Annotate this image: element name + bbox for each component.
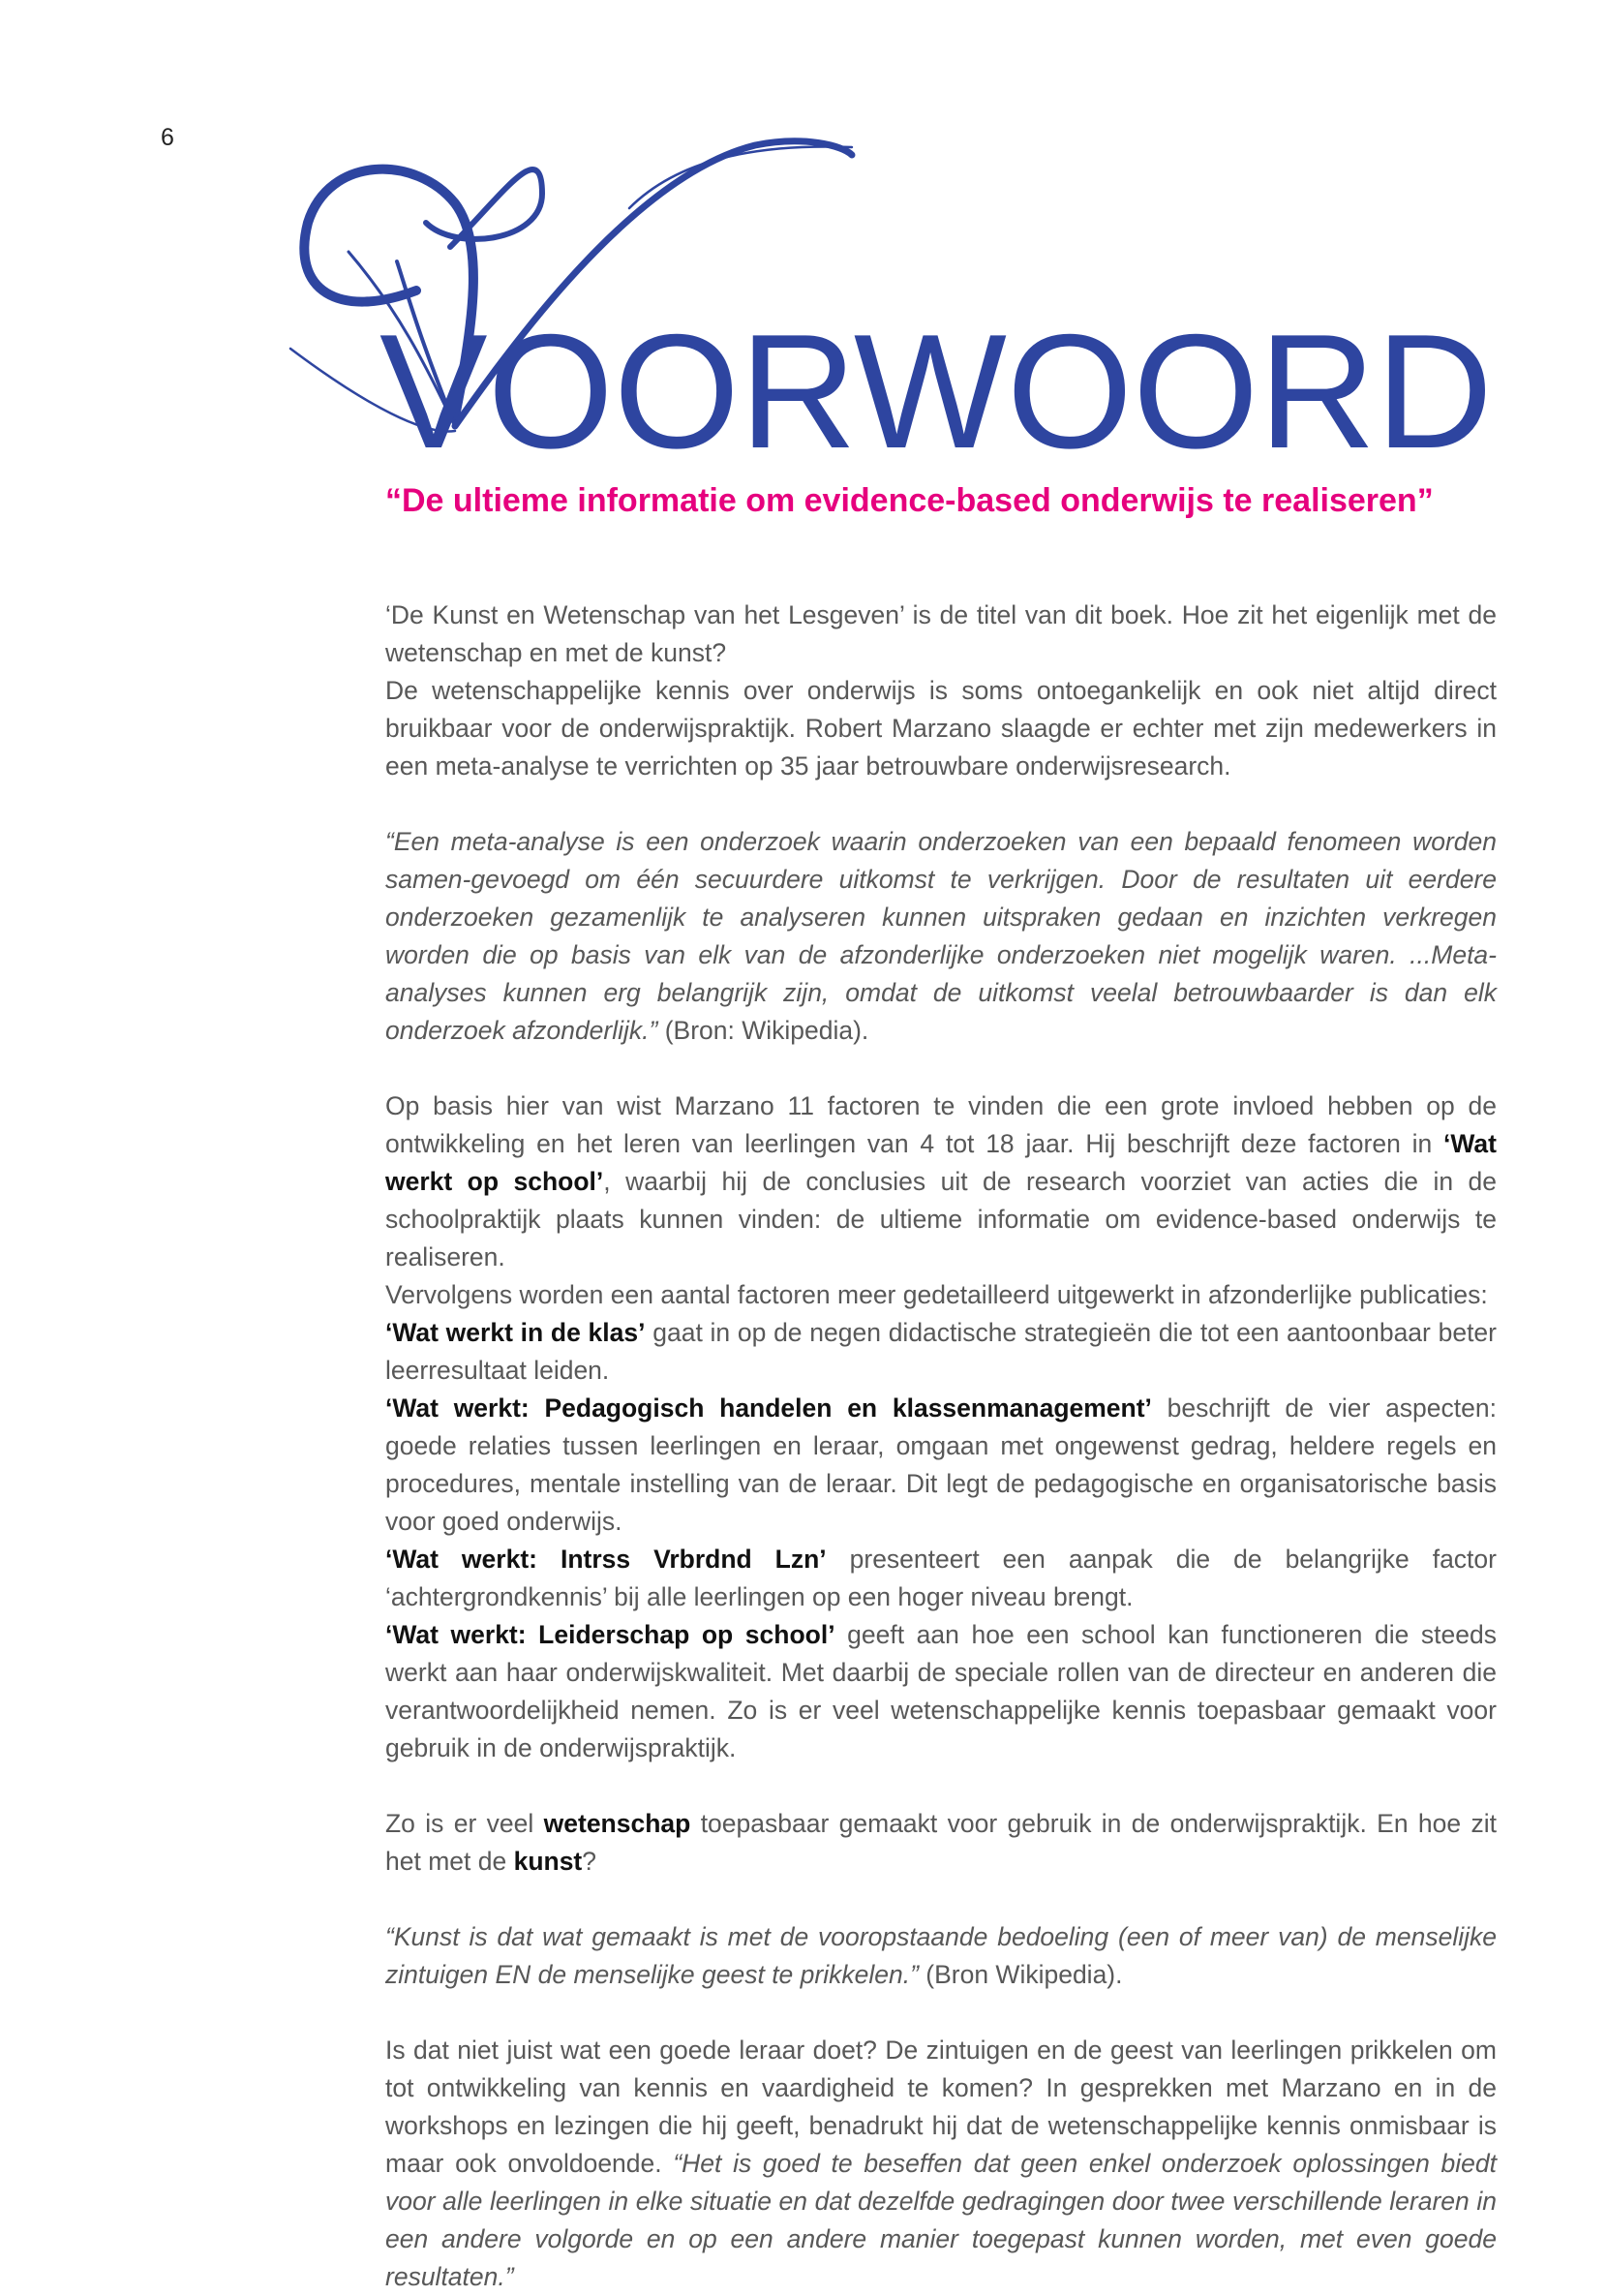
emphasis-wetenschap: wetenschap bbox=[543, 1809, 691, 1838]
paragraph: Vervolgens worden een aantal factoren meer gedetailleerd uitgewerkt in afzonderlijke publicaties: bbox=[385, 1280, 1488, 1309]
paragraph bbox=[385, 1087, 1497, 1276]
subtitle: “De ultieme informatie om evidence-based onderwijs te realiseren” bbox=[385, 482, 1434, 519]
paragraph: De wetenschappelijke kennis over onderwijs is soms ontoegankelijk en ook niet altijd direct bruikbaar voor de onderwijspraktijk. Robert Marzano slaagde er echter met zijn medewerkers in een meta-analyse te verrichten op 35 jaar betrouwbare onderwijsresearch. bbox=[385, 676, 1497, 781]
book-title: ‘Wat werkt: Intrss Vrbrdnd Lzn’ bbox=[385, 1545, 827, 1574]
text-span: geeft aan hoe een school kan functioneren die steeds werkt aan haar onderwijskwaliteit. Met daarbij de speciale rollen van de directeur en anderen die verantwoordelijkheid nemen. Zo is er veel wetenschappelijke kennis toepasbaar gemaakt voor gebruik in de onderwijspraktijk. bbox=[385, 1620, 1497, 1762]
body-text bbox=[385, 597, 1497, 2296]
book-title: ‘Wat werkt: Pedagogisch handelen en klassenmanagement’ bbox=[385, 1393, 1152, 1423]
quote-source: (Bron Wikipedia). bbox=[918, 1960, 1123, 1989]
text-span: beschrijft de vier aspecten: goede relaties tussen leerlingen en leraar, omgaan met ongewenst gedrag, heldere regels en procedures, mentale instelling van de leraar. Dit legt de pedagogische en organisatorische basis voor goed onderwijs. bbox=[385, 1393, 1497, 1536]
paragraph: ‘De Kunst en Wetenschap van het Lesgeven’ is de titel van dit boek. Hoe zit het eigenlijk met de wetenschap en met de kunst? bbox=[385, 600, 1497, 667]
text-span: Is dat niet juist wat een goede leraar doet? De zintuigen en de geest van leerlingen prikkelen om tot ontwikkeling van kennis en vaardigheid te komen? In gesprekken met Marzano en in de workshops en lezingen die hij geeft, benadrukt hij dat de wetenschappelijke kennis onmisbaar is maar ook onvoldoende. bbox=[385, 2036, 1497, 2178]
quote-paragraph bbox=[385, 823, 1497, 1050]
paragraph bbox=[385, 2032, 1497, 2296]
book-entry bbox=[385, 1541, 1497, 1616]
book-entry bbox=[385, 1390, 1497, 1541]
chapter-title-text: VOORWOORD bbox=[379, 300, 1493, 465]
text-span: Zo is er veel bbox=[385, 1809, 544, 1838]
page-number: 6 bbox=[161, 124, 174, 151]
text-span: presenteert een aanpak die de belangrijke factor ‘achtergrondkennis’ bij alle leerlingen op een hoger niveau brengt. bbox=[385, 1545, 1497, 1611]
text-span: , waarbij hij de conclusies uit de research voorziet van acties die in de schoolpraktijk plaats kunnen vinden: de ultieme informatie om evidence-based onderwijs te realiseren. bbox=[385, 1167, 1498, 1271]
text-span: ? bbox=[582, 1847, 597, 1876]
text-span: gaat in op de negen didactische strategieën die tot een aantoonbaar beter leerresultaat leiden. bbox=[385, 1318, 1497, 1385]
book-entry bbox=[385, 1616, 1497, 1767]
book-title: ‘Wat werkt op school’ bbox=[385, 1129, 1497, 1196]
quote-text: “Het is goed te beseffen dat geen enkel onderzoek oplossingen biedt voor alle leerlingen in elke situatie en dat dezelfde gedragingen door twee verschillende leraren in een andere volgorde en op een andere manier toegepast kunnen worden, met even goede resultaten.” bbox=[385, 2149, 1497, 2291]
emphasis-kunst: kunst bbox=[513, 1847, 583, 1876]
book-title: ‘Wat werkt: Leiderschap op school’ bbox=[385, 1620, 835, 1649]
book-entry bbox=[385, 1314, 1497, 1390]
text-span: toepasbaar gemaakt voor gebruik in de onderwijspraktijk. En hoe zit het met de bbox=[385, 1809, 1497, 1876]
paragraph bbox=[385, 1805, 1497, 1881]
quote-source: (Bron: Wikipedia). bbox=[657, 1016, 869, 1045]
quote-text: “Kunst is dat wat gemaakt is met de vooropstaande bedoeling (een of meer van) de menselijke zintuigen EN de menselijke geest te prikkelen.” bbox=[385, 1922, 1497, 1989]
book-title: ‘Wat werkt in de klas’ bbox=[385, 1318, 646, 1347]
quote-paragraph bbox=[385, 1918, 1497, 1994]
text-span: Op basis hier van wist Marzano 11 factoren te vinden die een grote invloed hebben op de ontwikkeling en het leren van leerlingen van 4 tot 18 jaar. Hij beschrijft deze factoren in bbox=[385, 1091, 1497, 1158]
quote-text: “Een meta-analyse is een onderzoek waarin onderzoeken van een bepaald fenomeen worden samen-gevoegd om één secuurdere uitkomst te verkrijgen. Door de resultaten uit eerdere onderzoeken gezamenlijk te analyseren kunnen uitspraken gedaan en inzichten verkregen worden die op basis van elk van de afzonderlijke onderzoeken niet mogelijk waren. ...Meta-analyses kunnen erg belangrijk zijn, omdat de uitkomst veelal betrouwbaarder is dan elk onderzoek afzonderlijk.” bbox=[385, 827, 1497, 1045]
chapter-title bbox=[0, 0, 1607, 465]
